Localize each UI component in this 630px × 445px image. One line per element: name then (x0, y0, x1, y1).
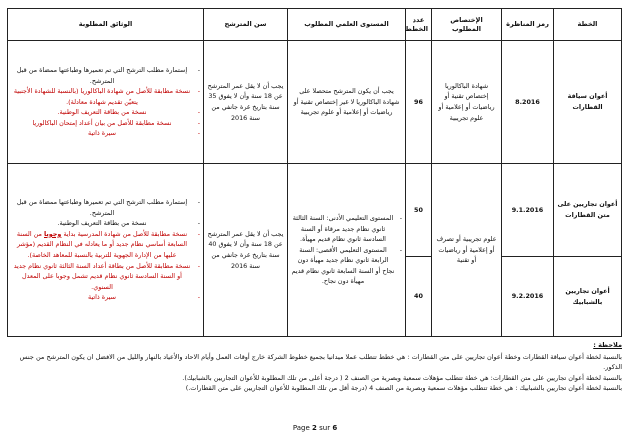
footer-sur-label: sur (319, 424, 331, 432)
list-item: - سيرة ذاتية (11, 292, 200, 303)
header-specialty: الإختصاص المطلوب (432, 9, 502, 41)
level-min: - المستوى التعليمي الأدنى: السنة الثالثة ثانوي نظام جديد مرقاة أو السنة السادسة ثانوي نظام قديم مهيأة. (291, 213, 402, 245)
list-item: - نسخة من بطاقة التعريف الوطنية. (11, 107, 200, 118)
plan-cell: أعوان سياقة القطارات (554, 41, 622, 164)
code-cell: 9.2.2016 (502, 257, 554, 337)
document-page (8, 8, 622, 394)
code-cell: 8.2016 (502, 41, 554, 164)
footer-current-page: 2 (312, 424, 317, 432)
header-docs: الوثائق المطلوبة (8, 9, 204, 41)
list-item: - سيرة ذاتية (11, 128, 200, 139)
header-age: سن المترشح (204, 9, 288, 41)
footer-total-pages: 6 (332, 424, 338, 432)
list-item: - إستمارة مطلب الترشح التي تم تعميرها وطباعتها ممضاة من قبل المترشح. (11, 197, 200, 218)
table-row (8, 41, 622, 164)
emphasis-text: وجوبا (44, 229, 62, 238)
code-cell: 9.1.2016 (502, 164, 554, 257)
header-count: عدد الخطط (406, 9, 432, 41)
list-item: - نسخة مطابقة للأصل من شهادة الباكالوريا (بالنسبة للشهادة الأجنبية يتعيّن تقديم شهادة معادلة). (11, 86, 200, 107)
list-item: - نسخة مطابقة للأصل من بطاقة أعداد السنة الثالثة ثانوي نظام جديد أو السنة السادسة ثانوي نظام قديم تشمل وجوبا على المعدل السنوي. (11, 261, 200, 293)
notes-section (8, 340, 622, 394)
docs-list (11, 197, 200, 303)
level-cell: يجب أن يكون المترشح متحصلا على شهادة الباكالوريا لا غير إختصاص تقنية أو رياضيات أو إعلامية أو علوم تجريبية (288, 41, 406, 164)
specialty-cell: علوم تجريبية أو تصرف أو إعلامية أو رياضيات أو تقنية (432, 164, 502, 337)
note-item: بالنسبة لخطة أعوان تجاريين بالشبابيك : هي خطة تتطلب مؤهلات سمعية وبصرية من الصنف 4 (درجة أقل من تلك المطلوبة للأعوان التجاريين على متن القطارات.) (185, 384, 622, 392)
count-cell: 96 (406, 41, 432, 164)
list-item: - إستمارة مطلب الترشح التي تم تعميرها وطباعتها ممضاة من قبل المترشح. (11, 65, 200, 86)
table-row (8, 164, 622, 257)
note-item: بالنسبة لخطة أعوان تجاريين على متن القطارات: هي خطة تتطلب مؤهلات سمعية وبصرية من الصنف 2 ( درجة أعلى من تلك المطلوبة للأعوان التجاريين بالشبابيك). (182, 373, 622, 382)
age-cell: يجب أن لا يقل عمر المترشح عن 18 سنة وأن لا يفوق 40 سنة بتاريخ غرة جانفي من سنة 2016 (204, 164, 288, 337)
docs-list (11, 65, 200, 139)
list-item: - نسخة مطابقة للأصل من شهادة المدرسية بداية وجوبا من السنة السابعة أساسي نظام جديد أو ما يعادله في النظام القديم (مؤشر عليها من الإدارة الجهوية للتربية بالنسبة للمعاهد الخاصة). (11, 229, 200, 261)
recruitment-table (7, 8, 622, 337)
age-cell: يجب أن لا يقل عمر المترشح عن 18 سنة وأن لا يفوق 35 سنة بتاريخ غرة جانفي من سنة 2016 (204, 41, 288, 164)
list-item: - نسخة مطابقة للأصل من بيان أعداد إمتحان الباكالوريا (11, 118, 200, 129)
header-code: رمز المناظرة (502, 9, 554, 41)
page-footer (0, 424, 630, 432)
notes-title: ملاحظة : (593, 341, 622, 349)
header-plan: الخطة (554, 9, 622, 41)
list-item: - نسخة من بطاقة التعريف الوطنية. (11, 218, 200, 229)
docs-cell (8, 41, 204, 164)
note-item: بالنسبة لخطة أعوان سياقة القطارات وخطة أعوان تجاريين على متن القطارات : هي خطط تتطلب عملا ميدانيا بجميع خطوط الشركة خارج أوقات العمل وأيام الاحاد والأعياد بالنهار والليل من الافضل ان يكون المترشح من جنس الذكور. (19, 352, 622, 371)
count-cell: 50 (406, 164, 432, 257)
header-level: المستوى العلمي المطلوب (288, 9, 406, 41)
header-row (8, 9, 622, 41)
plan-cell: أعوان تجاريين على متن القطارات (554, 164, 622, 257)
level-max: - المستوى التعليمي الأقصى: السنة الرابعة ثانوي نظام جديد مهيأة دون نجاح أو السنة السابعة ثانوي نظام قديم مهيأة دون نجاح. (291, 245, 402, 287)
count-cell: 40 (406, 257, 432, 337)
specialty-cell: شهادة الباكالوريا إختصاص تقنية أو رياضيات أو إعلامية أو علوم تجريبية (432, 41, 502, 164)
docs-cell (8, 164, 204, 337)
plan-cell: أعوان تجاريين بالشبابيك (554, 257, 622, 337)
footer-page-label: Page (292, 424, 310, 432)
level-cell (288, 164, 406, 337)
